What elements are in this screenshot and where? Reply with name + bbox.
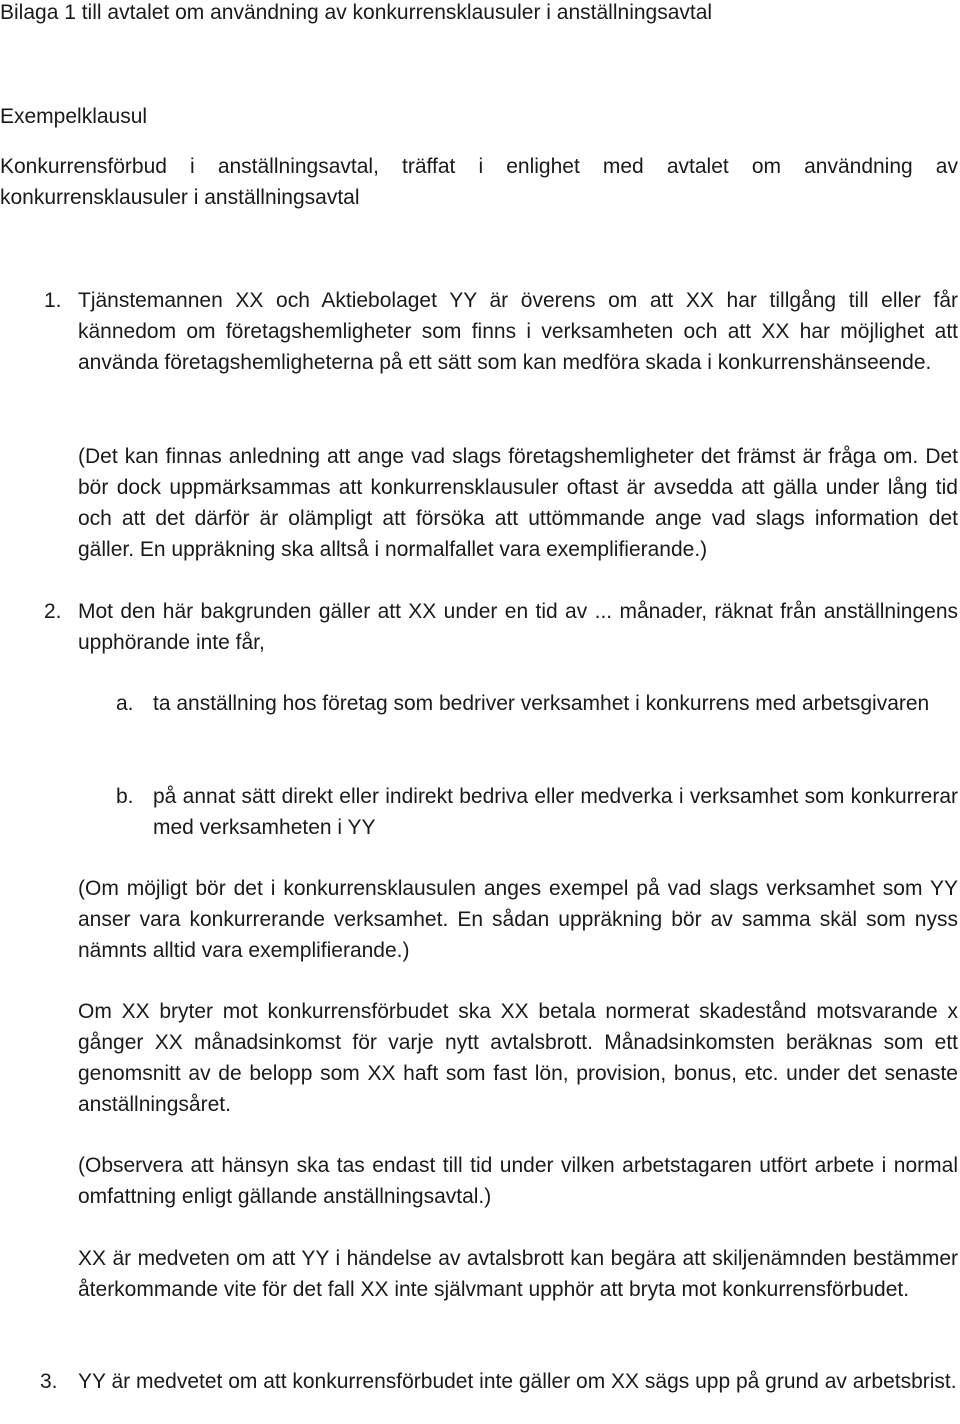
item-1-text: Tjänstemannen XX och Aktiebolaget YY är överens om att XX har tillgång till eller får kännedom om företagshemligheter som finns i verksamheten och att XX har möjlighet att använda företagshemligheterna på ett sätt som kan medföra skada i konkurrenshänseende. [78, 289, 958, 374]
section-heading: Exempelklausul [0, 105, 148, 128]
subitem-b-text: på annat sätt direkt eller indirekt bedriva eller medverka i verksamhet som konkurrerar med verksamheten i YY [153, 785, 958, 839]
item-2-penalty-paragraph: XX är medveten om att YY i händelse av avtalsbrott kan begära att skiljenämnden bestämmer återkommande vite för det fall XX inte självmant upphör att bryta mot konkurrensförbudet. [78, 1247, 958, 1301]
item-2-text: Mot den här bakgrunden gäller att XX under en tid av ... månader, räknat från anställningens upphörande inte får, [78, 600, 958, 654]
item-number: 3. [40, 1370, 58, 1393]
item-number: 1. [44, 289, 62, 312]
item-2-note-observe: (Observera att hänsyn ska tas endast till tid under vilken arbetstagaren utfört arbete i normal omfattning enligt gällande anställningsavtal.) [78, 1154, 958, 1208]
subitem-a-text: ta anställning hos företag som bedriver verksamhet i konkurrens med arbetsgivaren [153, 692, 930, 715]
subitem-letter: a. [116, 692, 134, 715]
intro-paragraph: Konkurrensförbud i anställningsavtal, träffat i enlighet med avtalet om användning av konkurrensklausuler i anställningsavtal [0, 155, 958, 209]
item-1-note: (Det kan finnas anledning att ange vad slags företagshemligheter det främst är fråga om. Det bör dock uppmärksammas att konkurrensklausuler oftast är avsedda att gälla under lång tid och att det därför är olämpligt att försöka att uttömmande ange vad slags information det gäller. En uppräkning ska alltså i normalfallet vara exemplifierande.) [78, 445, 958, 561]
item-2-damages-paragraph: Om XX bryter mot konkurrensförbudet ska XX betala normerat skadestånd motsvarande x gånger XX månadsinkomst för varje nytt avtalsbrott. Månadsinkomsten beräknas som ett genomsnitt av de belopp som XX haft som fast lön, provision, bonus, etc. under det senaste anställningsåret. [78, 1000, 958, 1116]
item-2-note-example: (Om möjligt bör det i konkurrensklausulen anges exempel på vad slags verksamhet som YY anser vara konkurrerande verksamhet. En sådan uppräkning bör av samma skäl som nyss nämnts alltid vara exemplifierande.) [78, 877, 958, 962]
subitem-letter: b. [116, 785, 134, 808]
item-3-text: YY är medvetet om att konkurrensförbudet inte gäller om XX sägs upp på grund av arbetsbrist. [78, 1370, 957, 1393]
item-number: 2. [44, 600, 62, 623]
annex-title: Bilaga 1 till avtalet om användning av konkurrensklausuler i anställningsavtal [0, 1, 713, 24]
